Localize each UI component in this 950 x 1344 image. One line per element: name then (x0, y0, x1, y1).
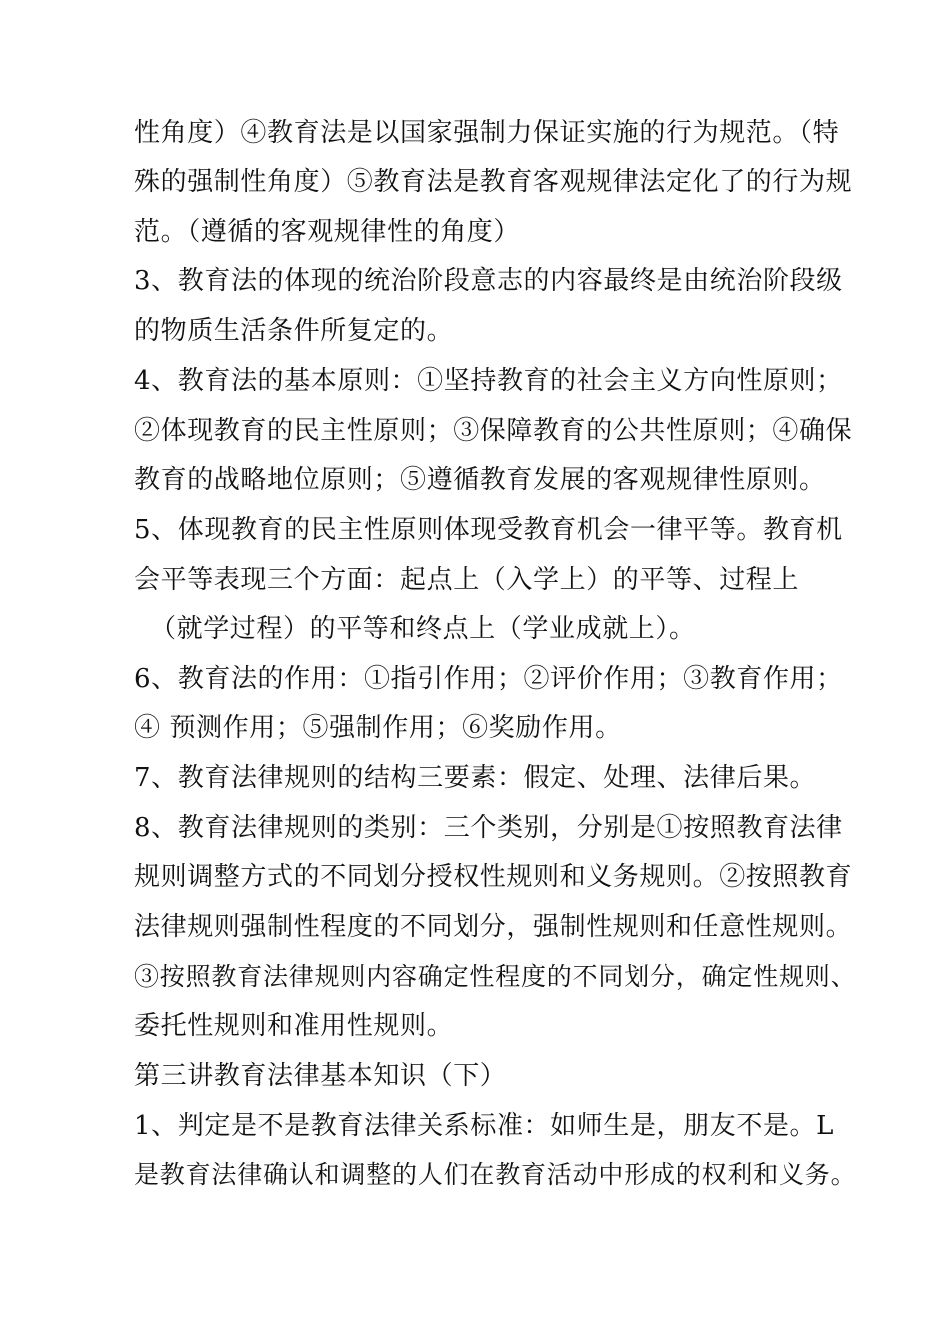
text-line: ④ 预测作用；⑤强制作用；⑥奖励作用。 (134, 713, 622, 743)
text-line: 1、判定是不是教育法律关系标准：如师生是，朋友不是。L (134, 1111, 835, 1141)
text-line: 的物质生活条件所复定的。 (134, 316, 454, 346)
text-line: 性角度）④教育法是以国家强制力保证实施的行为规范。（特 (134, 118, 840, 148)
text-line: 规则调整方式的不同划分授权性规则和义务规则。②按照教育 (134, 862, 853, 892)
section-heading: 第三讲教育法律基本知识（下） (134, 1061, 507, 1091)
text-line: 是教育法律确认和调整的人们在教育活动中形成的权利和义务。 (134, 1160, 857, 1189)
text-line: 4、教育法的基本原则：①坚持教育的社会主义方向性原则； (134, 366, 843, 396)
text-line: 5、体现教育的民主性原则体现受教育机会一律平等。教育机 (134, 515, 843, 545)
text-line: 7、教育法律规则的结构三要素：假定、处理、法律后果。 (134, 763, 817, 793)
text-line: 会平等表现三个方面：起点上（入学上）的平等、过程上 (134, 565, 800, 595)
text-line: 法律规则强制性程度的不同划分，强制性规则和任意性规则。 (134, 912, 853, 942)
text-line: 8、教育法律规则的类别：三个类别，分别是①按照教育法律 (134, 813, 843, 843)
text-line: 范。（遵循的客观规律性的角度） (134, 217, 521, 247)
text-line: （就学过程）的平等和终点上（学业成就上）。 (150, 614, 696, 644)
text-line: ②体现教育的民主性原则；③保障教育的公共性原则；④确保 (134, 416, 853, 446)
text-line: 6、教育法的作用：①指引作用；②评价作用；③教育作用； (134, 664, 843, 694)
text-line: 教育的战略地位原则；⑤遵循教育发展的客观规律性原则。 (134, 465, 826, 495)
text-line: 3、教育法的体现的统治阶段意志的内容最终是由统治阶段级 (134, 266, 843, 296)
text-line: ③按照教育法律规则内容确定性程度的不同划分，确定性规则、 (134, 962, 857, 991)
text-line: 殊的强制性角度）⑤教育法是教育客观规律法定化了的行为规 (134, 167, 853, 197)
text-line: 委托性规则和准用性规则。 (134, 1011, 454, 1041)
